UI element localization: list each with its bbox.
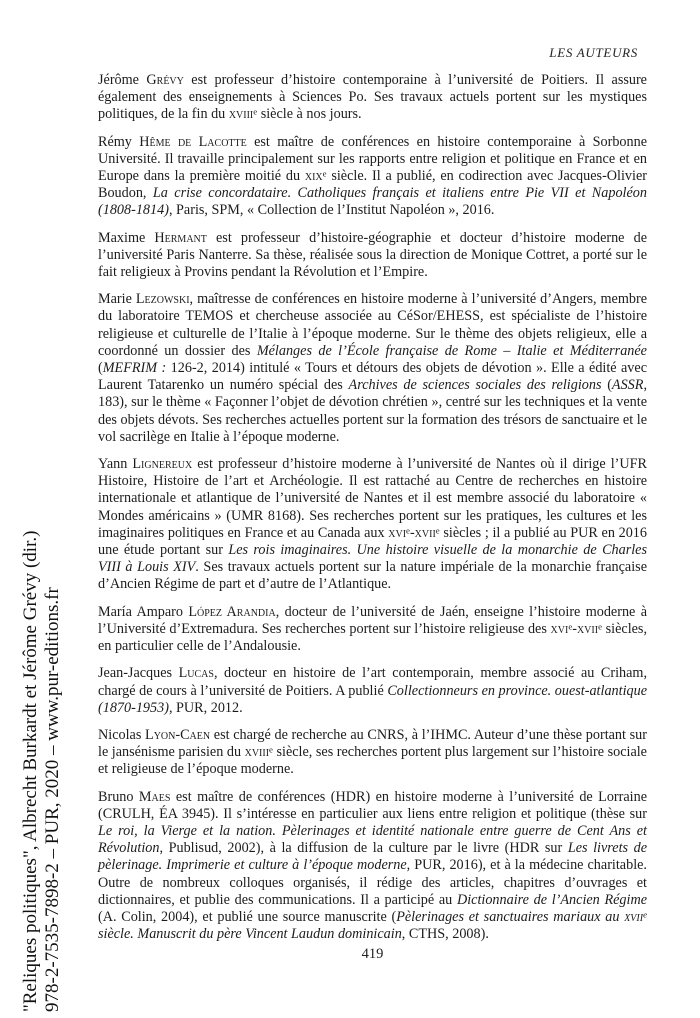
author-bio	[98, 727, 647, 779]
bio-text-segment: e	[322, 168, 327, 179]
bio-text-segment: xvii	[414, 524, 436, 541]
bio-text-segment: Collectionneurs en province. ouest-atlantique (1870-1953)	[98, 682, 648, 716]
bio-text-segment: siècle. Manuscrit du père Vincent Laudun dominicain	[98, 926, 402, 943]
bio-text-segment: Dictionnaire de l’Ancien Régime	[456, 891, 648, 908]
bio-text-segment: xvii	[576, 620, 599, 637]
bio-text-segment: e	[406, 525, 410, 536]
bio-text-segment: e	[598, 621, 602, 632]
bio-text-segment: Archives de sciences sociales des religions	[348, 377, 602, 394]
bio-text-segment: xviii	[244, 744, 270, 761]
bio-text-segment: est chargé de recherche au CNRS, à l’IHMC. Auteur d’une thèse portant sur le jansénisme parisien du	[98, 726, 647, 761]
bio-text-segment: , Publisud, 2002), à la diffusion de la culture par le livre (HDR sur	[159, 840, 568, 857]
bio-text-segment: Bruno	[98, 788, 139, 805]
bio-text-segment: ASSR	[611, 377, 644, 394]
bio-text-segment: La crise concordataire. Catholiques français et italiens entre Pie VII et Napoléon (1808-1814)	[98, 185, 647, 219]
bio-text-segment: e	[568, 621, 573, 632]
author-bio	[98, 604, 647, 656]
bio-text-segment: e	[643, 909, 647, 920]
author-bio	[98, 456, 647, 594]
bio-text-segment: , Paris, SPM, « Collection de l’Institut Napoléon », 2016.	[168, 202, 495, 219]
bio-text-segment: siècles ; il a publié au PUR en 2016 une étude portant sur	[98, 524, 647, 559]
bio-text-segment: , CTHS, 2008).	[401, 926, 489, 943]
bio-text-segment: Hême de Lacotte	[139, 133, 247, 150]
author-paragraphs	[98, 72, 647, 943]
bio-text-segment: María Amparo	[98, 603, 189, 620]
bio-text-segment: . Ses travaux actuels portent sur la nature impériale de la monarchie française d’Ancien Régime de part et d’autre de l’Atlantique.	[98, 559, 647, 593]
spine-credit	[20, 402, 64, 1012]
bio-text-segment: Mélanges de l’École française de Rome – Italie et Méditerranée	[256, 342, 647, 359]
bio-text-segment: Les livrets de pèlerinage. Imprimerie et culture à l’époque moderne	[98, 840, 647, 874]
bio-text-segment: López Arandia	[188, 603, 276, 620]
bio-text-segment: , PUR, 2012.	[168, 699, 243, 716]
bio-text-segment: xvi	[388, 524, 407, 541]
bio-text-segment: Rémy	[98, 133, 140, 150]
bio-text-segment: Hermant	[154, 229, 207, 246]
bio-text-segment: Les rois imaginaires. Une histoire visuelle de la monarchie de Charles VIII à Louis XIV	[98, 542, 647, 576]
bio-text-segment: -	[409, 524, 415, 541]
bio-text-segment: Jérôme	[98, 72, 147, 88]
bio-text-segment: siècle, ses recherches portent plus largement sur l’histoire sociale et religieuse de l’époque moderne.	[98, 744, 647, 778]
author-bio	[98, 72, 647, 124]
bio-text-segment: Le roi, la Vierge et la nation. Pèlerinages et identité nationale entre guerre de Cent Ans et Révolution	[98, 822, 647, 857]
author-bio	[98, 134, 647, 220]
bio-text-segment: (	[601, 377, 612, 394]
bio-text-segment: xix	[304, 168, 323, 185]
bio-text-segment: Jean-Jacques	[98, 665, 179, 682]
bio-text-segment: siècles, en particulier celle de l’Andalousie.	[98, 620, 647, 655]
spine-title-credit: "Reliques politiques", Albrecht Burkardt et Jérôme Grévy (dir.)	[20, 530, 41, 1012]
bio-text-segment: est professeur d’histoire contemporaine à l’université de Poitiers. Il assure également des enseignements à Sciences Po. Ses travaux actuels portent sur les mystiques politiques, de la fin du	[98, 72, 647, 123]
bio-text-segment: Lyon-Caen	[145, 726, 211, 743]
bio-text-segment: e	[435, 525, 440, 536]
bio-text-segment: Lignereux	[132, 456, 193, 473]
page-number: 419	[361, 946, 384, 962]
bio-text-segment: Grévy	[146, 72, 184, 88]
bio-text-segment: est professeur d’histoire moderne à l’université de Nantes où il dirige l’UFR Histoire, Histoire de l’art et Archéologie. Il est rattaché au Centre de recherches en histoire internationale et atlantique de l’université de Nantes et il est membre associé du laboratoire « Mondes américains » (UMR 8168). Ses recherches portent sur les pratiques, les cultures et les imaginaires politiques en France et au Canada aux	[98, 456, 647, 541]
bio-text-segment: Yann	[98, 456, 133, 473]
bio-text-segment: (A. Colin, 2004), et publié une source manuscrite (	[98, 908, 397, 925]
bio-text-segment: , maîtresse de conférences en histoire moderne à l’université d’Angers, membre du laboratoire TEMOS et chercheuse associée au CéSor/EHESS, est spécialiste de l’histoire religieuse et culturelle de l’Italie à l’époque moderne. Sur le thème des objets religieux, elle a coordonné un dossier des	[98, 291, 647, 359]
bio-text-segment: 126-2, 2014) intitulé « Tours et détours des objets de dévotion ». Elle a édité avec Laurent Tatarenko un numéro spécial des	[98, 360, 647, 394]
bio-text-segment: Maxime	[98, 229, 155, 246]
bio-text-segment: MEFRIM :	[102, 360, 167, 377]
bio-text-segment: , PUR, 2016), et à la médecine charitable. Outre de nombreux colloques organisés, il rédige des articles, chapitres d’ouvrages et dictionnaires, et publie des communications. Il a participé au	[98, 857, 647, 908]
bio-text-segment: , docteur de l’université de Jaén, enseigne l’histoire moderne à l’Université d’Extremadura. Ses recherches portent sur l’histoire religieuse des	[98, 603, 648, 637]
bio-text-segment: (	[98, 360, 103, 377]
spine-isbn-url: 978-2-7535-7898-2 – PUR, 2020 – www.pur-editions.fr	[42, 587, 63, 1012]
authors-section	[98, 72, 647, 953]
bio-text-segment: Maes	[138, 788, 171, 805]
bio-text-segment: e	[269, 744, 273, 755]
author-bio	[98, 230, 647, 282]
bio-text-segment: est maître de conférences en histoire contemporaine à Sorbonne Université. Il travaille principalement sur les rapports entre religion et politique en France et en Europe dans la première moitié du	[98, 133, 647, 185]
bio-text-segment: Pèlerinages et sanctuaires mariaux au	[396, 908, 625, 925]
author-bio	[98, 291, 647, 446]
bio-text-segment: e	[253, 106, 258, 117]
bio-text-segment: -	[572, 620, 577, 637]
running-header: LES AUTEURS	[549, 45, 638, 60]
bio-text-segment: , 183), sur le thème « Façonner l’objet de dévotion chrétien », centré sur les techniques et la vente des objets dévots. Ses recherches actuelles portent sur la formation des trésors de sanctuaire et le vol sacrilège en Italie à l’époque moderne.	[98, 377, 647, 445]
author-bio	[98, 789, 647, 944]
bio-text-segment: siècle. Il a publié, en codirection avec Jacques-Olivier Boudon,	[98, 168, 647, 202]
bio-text-segment: , docteur en histoire de l’art contemporain, membre associé au Criham, chargé de cours à l’université de Poitiers. A publié	[98, 665, 647, 699]
bio-text-segment: est maître de conférences (HDR) en histoire moderne à l’université de Lorraine (CRULH, ÉA 3945). Il s’intéresse en particulier aux liens entre religion et politique (thèse sur	[98, 788, 647, 822]
bio-text-segment: siècle à nos jours.	[257, 106, 362, 123]
bio-text-segment: xviii	[228, 106, 254, 123]
bio-text-segment: Lucas	[178, 665, 214, 682]
author-bio	[98, 665, 647, 717]
bio-text-segment: Lezowski	[135, 291, 190, 308]
bio-text-segment: Nicolas	[98, 726, 146, 743]
bio-text-segment: xvi	[550, 620, 569, 637]
bio-text-segment: est professeur d’histoire-géographie et docteur d’histoire moderne de l’université Paris Nanterre. Sa thèse, réalisée sous la direction de Monique Cottret, a porté sur le fait religieux à Provins pendant la Révolution et l’Empire.	[98, 229, 647, 281]
bio-text-segment: Marie	[98, 291, 136, 308]
bio-text-segment: xvii	[624, 908, 644, 925]
